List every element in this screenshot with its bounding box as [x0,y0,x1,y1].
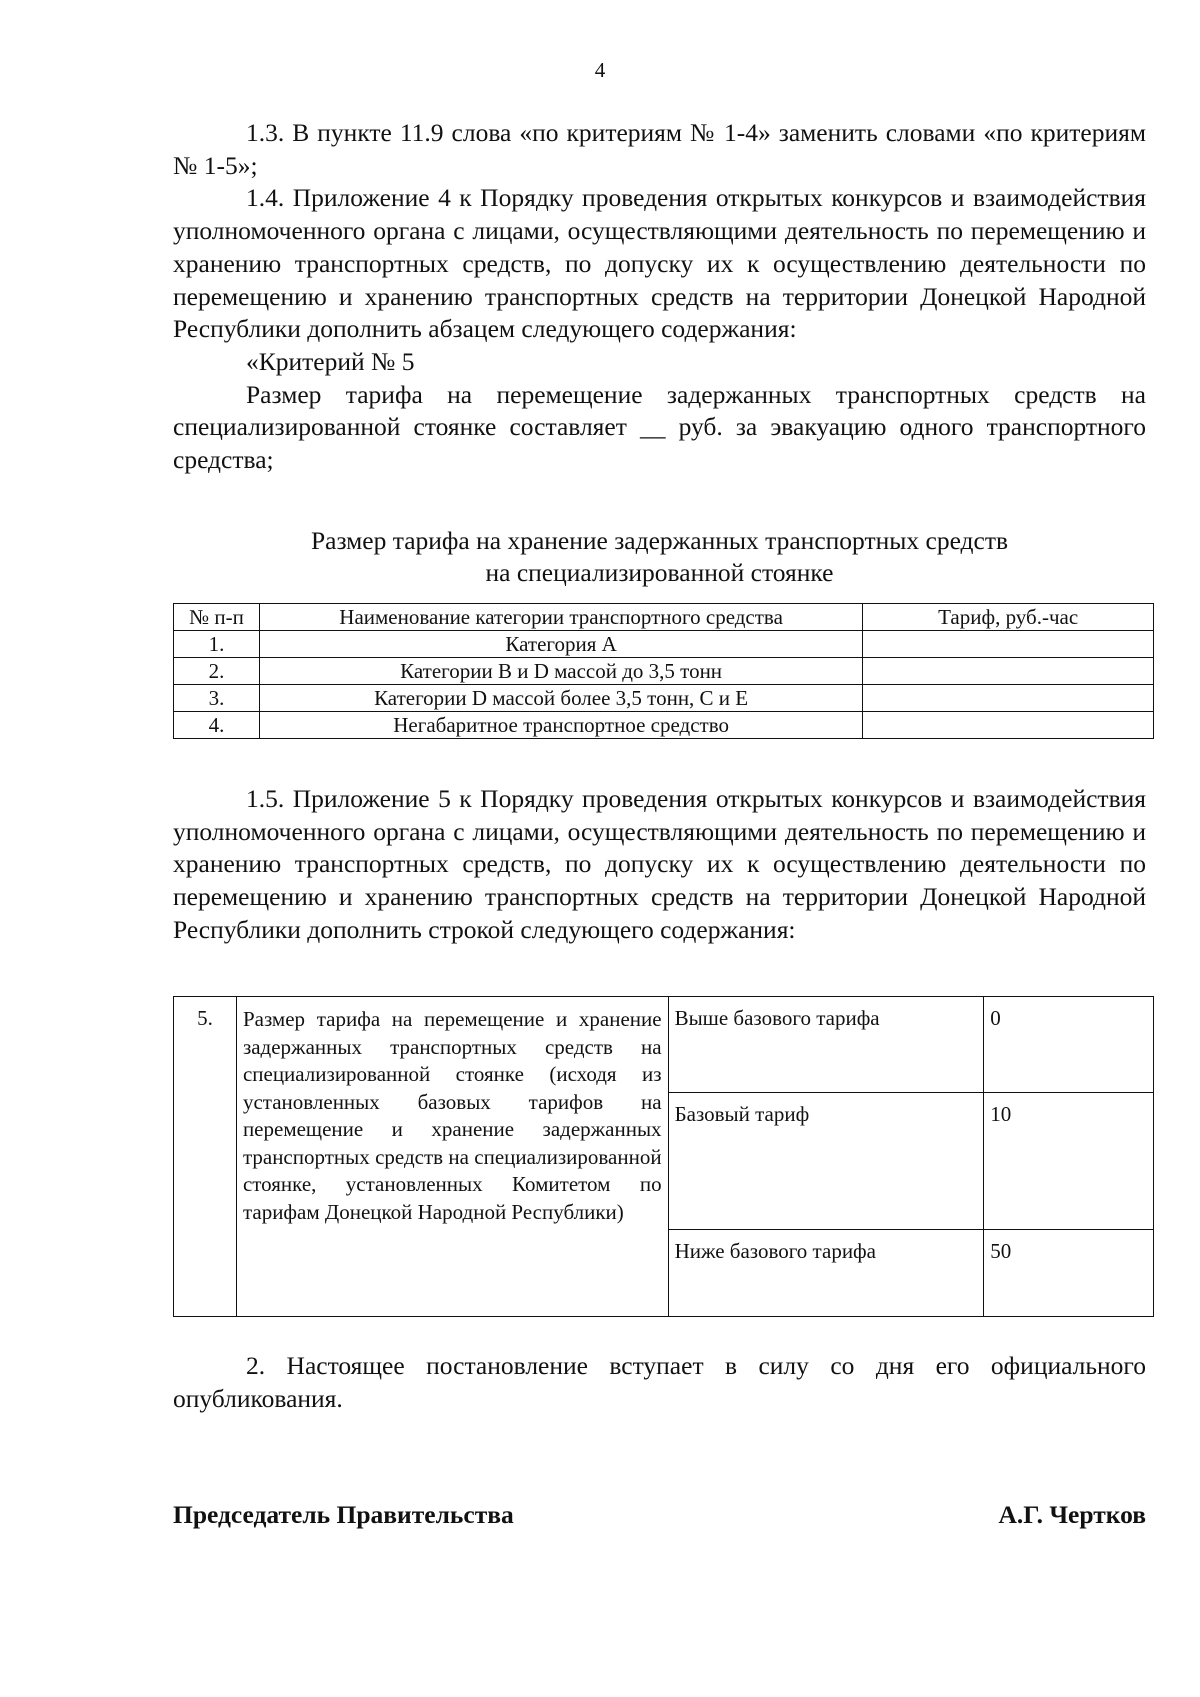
tariff-table [173,603,1154,739]
paragraph-1-4: 1.4. Приложение 4 к Порядку проведения открытых конкурсов и взаимодействия уполномоченного органа с лицами, осуществляющими деятельность по перемещению и хранению транспортных средств, по допуску их к осуществлению деятельности по перемещению и хранению транспортных средств на территории Донецкой Народной Республики дополнить абзацем следующего содержания: [173,183,1146,344]
section-2 [173,1350,1146,1415]
header-cell-tariff: Тариф, руб.-час [863,604,1154,631]
row-num: 4. [174,712,260,739]
section-1-5 [173,783,1146,947]
table-caption [173,525,1146,589]
row-num: 3. [174,685,260,712]
row-category: Категория А [259,631,862,658]
option-label: Выше базового тарифа [668,997,984,1093]
paragraph-2: 2. Настоящее постановление вступает в силу со дня его официального опубликования. [173,1351,1146,1413]
option-label: Ниже базового тарифа [668,1230,984,1317]
paragraph-1-5: 1.5. Приложение 5 к Порядку проведения открытых конкурсов и взаимодействия уполномоченного органа с лицами, осуществляющими деятельность по перемещению и хранению транспортных средств, по допуску их к осуществлению деятельности по перемещению и хранению транспортных средств на территории Донецкой Народной Республики дополнить строкой следующего содержания: [173,784,1146,944]
header-cell-num: № п-п [174,604,260,631]
option-label: Базовый тариф [668,1093,984,1230]
table-row [174,712,1154,739]
header-cell-name: Наименование категории транспортного средства [259,604,862,631]
row-tariff [863,712,1154,739]
signature-name: А.Г. Чертков [998,1500,1146,1529]
row-num: 1. [174,631,260,658]
option-score: 50 [984,1230,1154,1317]
table-caption-line-1: Размер тарифа на хранение задержанных транспортных средств [310,526,1009,555]
criterion-heading: «Критерий № 5 [246,346,415,376]
row-num: 2. [174,658,260,685]
row-tariff [863,631,1154,658]
row-category: Категории В и D массой до 3,5 тонн [259,658,862,685]
table-row [174,631,1154,658]
option-score: 10 [984,1093,1154,1230]
paragraph-1-3: 1.3. В пункте 11.9 слова «по критериям № 1-4» заменить словами «по критериям № 1-5»; [173,118,1146,180]
table-row [174,658,1154,685]
row-tariff [863,685,1154,712]
criteria-table [173,996,1154,1317]
row-category: Негабаритное транспортное средство [259,712,862,739]
table-caption-line-2: на специализированной стоянке [485,558,834,587]
row-tariff [863,658,1154,685]
criteria-description: Размер тарифа на перемещение и хранение задержанных транспортных средств на специализированной стоянке (исходя из установленных базовых тарифов на перемещение и хранение задержанных транспортных средств на специализированной стоянке, установленных Комитетом по тарифам Донецкой Народной Республики) [236,997,668,1317]
row-category: Категории D массой более 3,5 тонн, С и Е [259,685,862,712]
criterion-text: Размер тарифа на перемещение задержанных транспортных средств на специализированной стоянке составляет __ руб. за эвакуацию одного транспортного средства; [173,379,1146,475]
tariff-table-header [174,604,1154,631]
criteria-num: 5. [174,997,237,1317]
table-row [174,997,1154,1093]
signature-title: Председатель Правительства [173,1500,514,1529]
page-number: 4 [594,58,606,82]
option-score: 0 [984,997,1154,1093]
section-1-3-1-4 [173,117,1146,477]
table-row [174,685,1154,712]
